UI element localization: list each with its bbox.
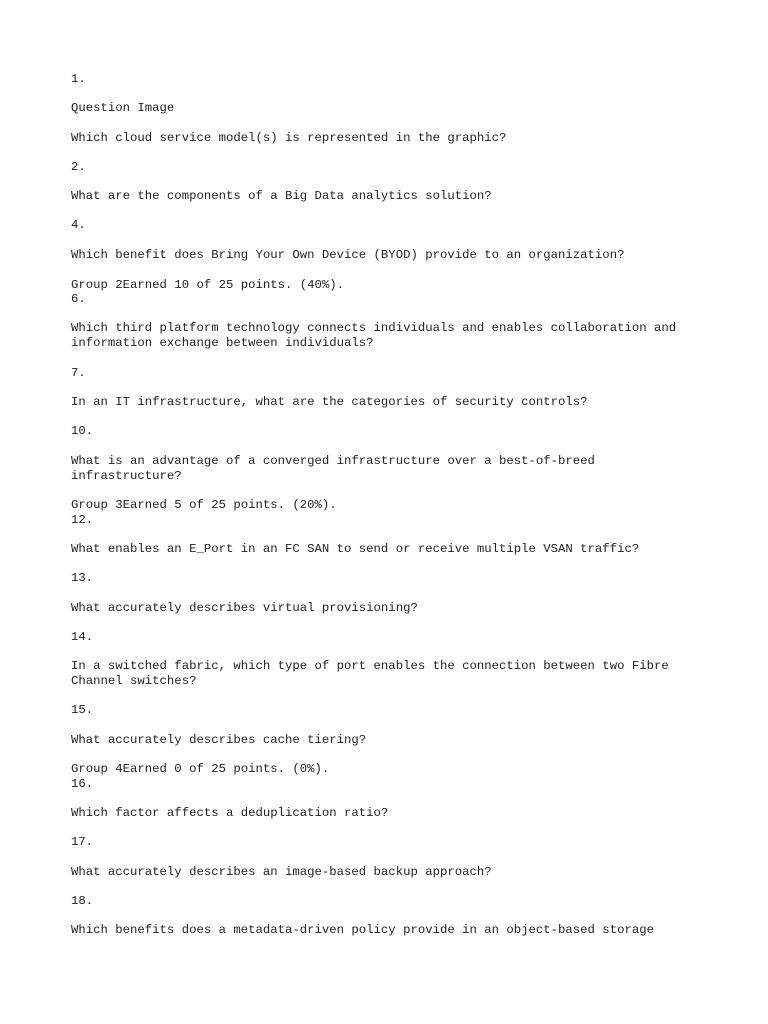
group-score: Group 3Earned 5 of 25 points. (20%). [71,498,337,512]
question-number: 6. [71,292,86,306]
question-number: 1. [71,72,86,86]
question-text-continued: infrastructure? [71,469,182,483]
question-text-continued: information exchange between individuals? [71,336,374,350]
question-text: What is an advantage of a converged infrastructure over a best-of-breed [71,454,595,468]
question-number: 7. [71,366,86,380]
group-score: Group 2Earned 10 of 25 points. (40%). [71,278,345,292]
question-text: Which benefit does Bring Your Own Device (BYOD) provide to an organization? [71,248,625,262]
question-number: 12. [71,513,94,527]
question-text: What accurately describes cache tiering? [71,733,367,747]
question-number: 10. [71,424,94,438]
question-text: Which third platform technology connects individuals and enables collaboration and [71,321,677,335]
question-number: 17. [71,835,94,849]
question-text: What are the components of a Big Data analytics solution? [71,189,492,203]
question-number: 4. [71,218,86,232]
question-number: 16. [71,777,94,791]
question-text: What accurately describes an image-based backup approach? [71,865,492,879]
question-text: Which cloud service model(s) is represented in the graphic? [71,131,507,145]
question-text: In a switched fabric, which type of port enables the connection between two Fibre [71,659,669,673]
question-text: Which factor affects a deduplication ratio? [71,806,389,820]
question-number: 14. [71,630,94,644]
question-number: 18. [71,894,94,908]
question-text: What accurately describes virtual provisioning? [71,601,418,615]
question-text: What enables an E_Port in an FC SAN to send or receive multiple VSAN traffic? [71,542,640,556]
question-text: Which benefits does a metadata-driven policy provide in an object-based storage [71,923,654,937]
question-text: In an IT infrastructure, what are the categories of security controls? [71,395,588,409]
question-number: 13. [71,571,94,585]
question-text-continued: Channel switches? [71,674,197,688]
question-number: 15. [71,703,94,717]
group-score: Group 4Earned 0 of 25 points. (0%). [71,762,330,776]
question-image-label: Question Image [71,101,175,115]
question-number: 2. [71,160,86,174]
